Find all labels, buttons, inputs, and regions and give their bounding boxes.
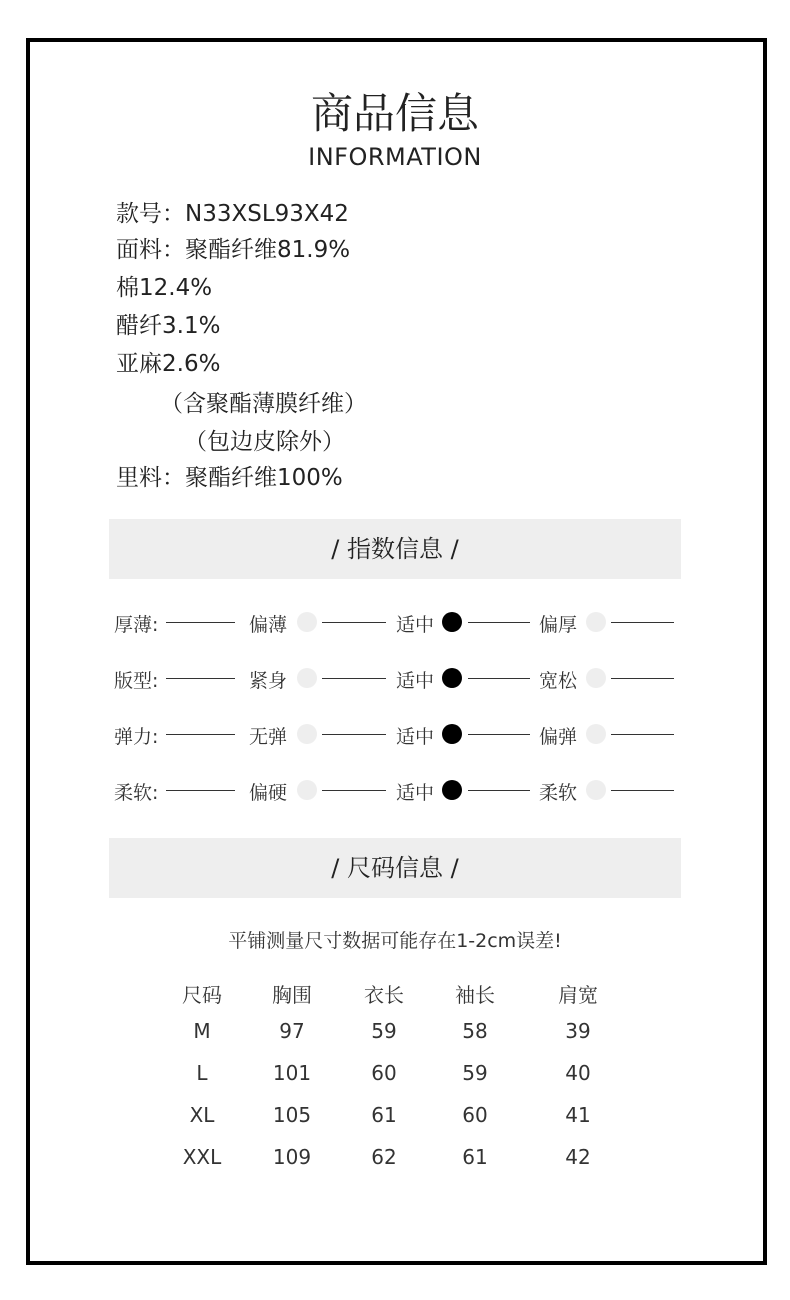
size-table-cell: 40 (565, 1061, 591, 1085)
index-connector-line (322, 678, 386, 679)
index-option-label: 紧身 (249, 670, 288, 692)
fabric-acetate: 醋纤3.1% (116, 313, 221, 339)
index-row (110, 720, 690, 750)
lining: 里料：聚酯纤维100% (116, 465, 343, 491)
size-table-header: 尺码 (182, 983, 222, 1007)
index-row (110, 776, 690, 806)
index-option-label: 适中 (396, 614, 435, 636)
style-number: 款号：N33XSL93X42 (116, 201, 349, 227)
index-connector-line (468, 678, 530, 679)
index-connector-line (611, 790, 674, 791)
size-table-cell: 41 (565, 1103, 591, 1127)
size-table-cell: 60 (371, 1061, 397, 1085)
index-connector-line (322, 622, 386, 623)
index-option-label: 柔软 (539, 782, 578, 804)
index-row (110, 608, 690, 638)
index-connector-line (166, 790, 235, 791)
index-option-label: 偏弹 (539, 726, 578, 748)
index-row (110, 664, 690, 694)
index-dot-selected (442, 724, 462, 744)
page-title: 商品信息 (310, 89, 479, 138)
index-dot (297, 612, 317, 632)
fabric-main: 面料：聚酯纤维81.9% (116, 237, 351, 263)
index-connector-line (611, 734, 674, 735)
index-dot (297, 780, 317, 800)
index-connector-line (166, 622, 235, 623)
index-row-label: 柔软: (114, 782, 159, 804)
size-table-cell: 42 (565, 1145, 591, 1169)
size-table-header: 肩宽 (558, 983, 598, 1007)
size-table-cell: 60 (462, 1103, 488, 1127)
index-dot (586, 612, 606, 632)
size-table-cell: 97 (279, 1019, 305, 1043)
page-subtitle: INFORMATION (308, 143, 482, 171)
size-section-header: / 尺码信息 / (109, 838, 681, 898)
index-row-label: 弹力: (114, 726, 159, 748)
size-table-cell: 61 (462, 1145, 488, 1169)
index-option-label: 适中 (396, 670, 435, 692)
size-table-cell: 59 (462, 1061, 488, 1085)
index-dot (297, 724, 317, 744)
measurement-note: 平铺测量尺寸数据可能存在1-2cm误差! (228, 930, 562, 952)
size-table-cell: 61 (371, 1103, 397, 1127)
size-table-cell: 105 (272, 1103, 312, 1127)
index-option-label: 宽松 (539, 670, 578, 692)
index-connector-line (322, 790, 386, 791)
index-option-label: 偏薄 (249, 614, 288, 636)
index-connector-line (166, 678, 235, 679)
index-option-label: 适中 (396, 726, 435, 748)
size-table-cell: 101 (272, 1061, 312, 1085)
size-table-cell: M (193, 1019, 211, 1043)
index-option-label: 偏硬 (249, 782, 288, 804)
index-option-label: 偏厚 (539, 614, 578, 636)
fabric-cotton: 棉12.4% (116, 275, 213, 301)
index-dot-selected (442, 612, 462, 632)
index-dot-selected (442, 780, 462, 800)
size-table-cell: 62 (371, 1145, 397, 1169)
fabric-note-1: （含聚酯薄膜纤维） (160, 391, 367, 417)
fabric-linen: 亚麻2.6% (116, 351, 221, 377)
size-table-cell: 39 (565, 1019, 591, 1043)
index-dot (586, 780, 606, 800)
size-table-cell: 58 (462, 1019, 488, 1043)
index-connector-line (468, 790, 530, 791)
index-connector-line (166, 734, 235, 735)
index-connector-line (468, 622, 530, 623)
size-table-header: 袖长 (455, 983, 495, 1007)
index-row-label: 厚薄: (114, 614, 159, 636)
index-dot (586, 668, 606, 688)
index-connector-line (611, 678, 674, 679)
index-section-header: / 指数信息 / (109, 519, 681, 579)
size-table-cell: L (196, 1061, 208, 1085)
index-connector-line (468, 734, 530, 735)
size-table-cell: 109 (272, 1145, 312, 1169)
fabric-note-2: （包边皮除外） (184, 429, 345, 455)
size-table-cell: XL (189, 1103, 215, 1127)
index-connector-line (322, 734, 386, 735)
index-dot (586, 724, 606, 744)
index-dot-selected (442, 668, 462, 688)
index-option-label: 无弹 (249, 726, 288, 748)
size-table-cell: 59 (371, 1019, 397, 1043)
size-table-cell: XXL (182, 1145, 222, 1169)
size-table-header: 衣长 (364, 983, 404, 1007)
size-table-header: 胸围 (272, 983, 312, 1007)
index-option-label: 适中 (396, 782, 435, 804)
index-row-label: 版型: (114, 670, 159, 692)
index-connector-line (611, 622, 674, 623)
index-dot (297, 668, 317, 688)
